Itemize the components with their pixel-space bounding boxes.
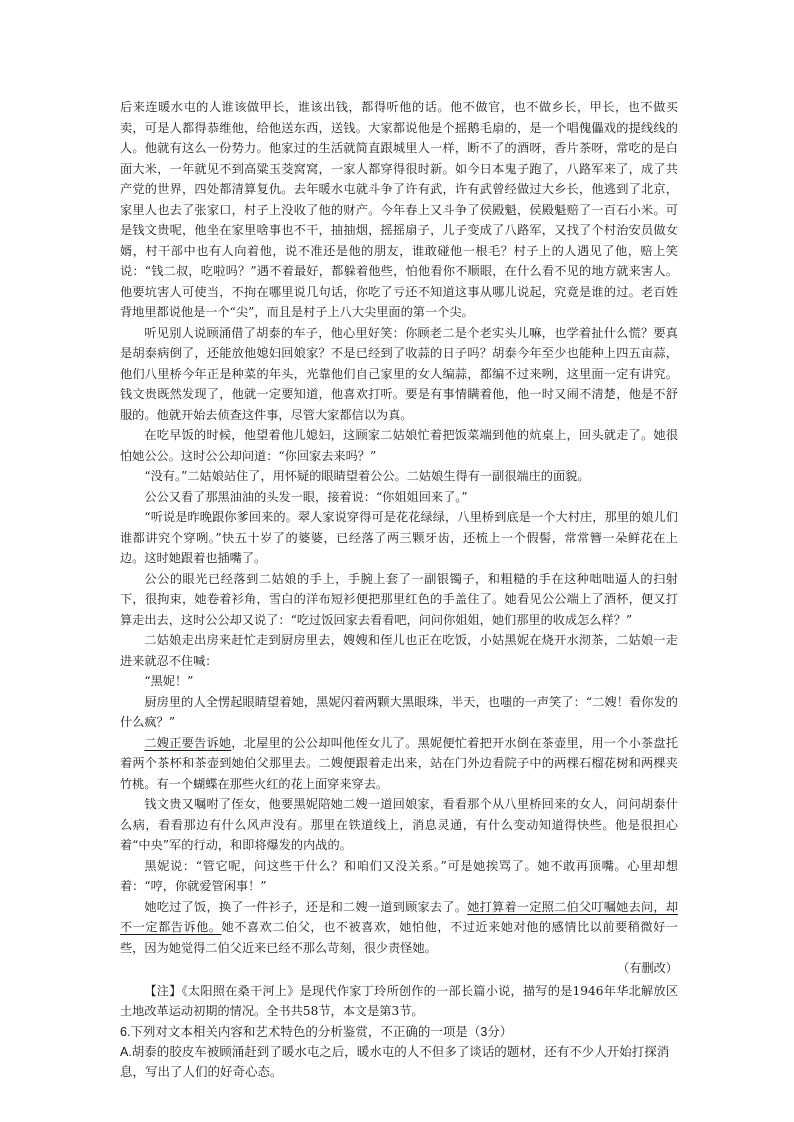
- paragraph: [120, 733, 678, 795]
- underlined-sentence: 她打算着一定照二伯父叮嘱她去问，却不一定都告诉他。: [120, 899, 679, 934]
- paragraph: 公公的眼光已经落到二姑娘的手上，手腕上套了一副银镯子，和粗糙的手在这种咄咄逼人的扫射下，很拘束，她卷着衫角，雪白的洋布短衫便把那里红色的手盖住了。她看见公公端上了酒杯，便又打算走出去，这时公公却又说了：“吃过饭回家去看看吧，问问你姐姐，她们那里的收成怎么样？”: [120, 571, 678, 627]
- paragraph: 在吃早饭的时候，他望着他儿媳妇，这顾家二姑娘忙着把饭菜端到他的炕桌上，回头就走了。她很怕她公公。这时公公却问道：“你回家去来吗？”: [120, 428, 678, 463]
- paragraph: 厨房里的人全愣起眼睛望着她，黑妮闪着两颗大黑眼珠，半天，也嗤的一声笑了：“二嫂！看你发的什么疯？”: [120, 694, 678, 729]
- paragraph: 听见别人说顾涌借了胡泰的车子，他心里好笑：你顾老二是个老实头儿嘛，也学着扯什么慌？要真是胡泰病倒了，还能放他媳妇回娘家？不是已经到了收蒜的日子吗？胡泰今年至少也能种上四五亩蒜，他们八里桥今年正是种菜的年头，光靠他们自己家里的女人编蒜，都编不过来咧，这里面一定有讲究。钱文贵既然发现了，他就一定要知道，他喜欢打听。要是有事情瞒着他，他一时又闹不清楚，他是不舒服的。他就开始去侦查这件事，尽管大家都信以为真。: [120, 325, 678, 422]
- annotation-label: 【注】: [144, 983, 182, 998]
- paragraph: “听说是昨晚跟你爹回来的。翠人家说穿得可是花花绿绿，八里桥到底是一个大村庄，那里的娘儿们谁都讲究个穿咧。”快五十岁了的婆婆，已经落了两三颗牙齿，还梳上一个假髻，常常簪一朵鲜花在上边。这时她跟着也插嘴了。: [120, 510, 678, 565]
- paragraph: 公公又看了那黑油油的头发一眼，接着说：“你姐姐回来了。”: [144, 489, 468, 504]
- paragraph: 二姑娘走出房来赶忙走到厨房里去，嫂嫂和侄儿也正在吃饭，小姑黑妮在烧开水沏茶，二姑娘一走进来就忍不住喊：: [120, 633, 678, 668]
- paragraph-text: 她不喜欢二伯父，也不被喜欢，她怕他，不过近来她对他的感情比以前要稍微好一些，因为她觉得二伯父近来已经不那么苛刻，很少责怪她。: [120, 920, 678, 955]
- paragraph: [120, 897, 678, 959]
- option-a: A.胡泰的胶皮车被顾涌赶到了暖水屯之后，暖水屯的人不但多了谈话的题材，还有不少人开始打探消息，写出了人们的好奇心态。: [120, 1044, 670, 1079]
- source-note: （有删改）: [617, 961, 678, 975]
- annotation: [120, 981, 678, 1022]
- underlined-sentence: 二嫂正要告诉她: [144, 735, 232, 750]
- paragraph-text: ，北屋里的公公却叫他侄女儿了。黑妮便忙着把开水倒在茶壶里，用一个小茶盘托着两个茶杯和茶壶到她伯父那里去。二嫂便跟着走出来，站在门外边看院子中的两棵石榴花树和两棵夹竹桃。有一个蝴蝶在那些火红的花上面穿来穿去。: [120, 735, 679, 791]
- paragraph: 后来连暖水屯的人谁该做甲长，谁该出钱，都得听他的话。他不做官，也不做乡长，甲长，也不做买卖，可是人都得恭维他，给他送东西，送钱。大家都说他是个摇鹅毛扇的，是一个唱傀儡戏的提线线的人。他就有这么一份势力。他家过的生活就简直跟城里人一样，断不了的酒呀，香片茶呀，常吃的是白面大米，一年就见不到高粱玉茭窝窝，一家人都穿得很时新。如今日本鬼子跑了，八路军来了，成了共产党的世界，四处都清算复仇。去年暖水屯就斗争了许有武，许有武曾经做过大乡长，他逃到了北京，家里人也去了张家口，村子上没收了他的财产。今年春上又斗争了侯殿魁，侯殿魁赔了一百石小米。可是钱文贵呢，他坐在家里啥事也不干，抽抽烟，摇摇扇子，儿子变成了八路军，又找了个村治安员做女婿，村干部中也有人向着他，说不准还是他的朋友，谁敢碰他一根毛？村子上的人遇见了他，赔上笑说：“钱二叔，吃啦吗？”遇不着最好，都躲着他些，怕他看你不顺眼，在什么看不见的地方就来害人。他要坑害人可使当，不拘在哪里说几句话，你吃了亏还不知道这事从哪儿说起，究竟是谁的过。老百姓背地里都说他是一个“尖”，而且是村子上八大尖里面的第一个尖。: [120, 100, 678, 319]
- question-stem: 6.下列对文本相关内容和艺术特色的分析鉴赏，不正确的一项是（3分）: [120, 1024, 513, 1039]
- paragraph: 钱文贵又嘱咐了侄女，他要黑妮陪她二嫂一道回娘家，看看那个从八里桥回来的女人，问问胡泰什么病，看看那边有什么风声没有。那里在铁道线上，消息灵通，有什么变动知道得快些。他是很担心着“中央”军的行动，和即将爆发的内战的。: [120, 797, 678, 852]
- paragraph-text: 她吃过了饭，换了一件衫子，还是和二嫂一道到顾家去了。: [144, 899, 468, 914]
- paragraph: “黑妮！”: [144, 674, 194, 688]
- passage-body: [120, 97, 678, 1082]
- annotation-text: 《太阳照在桑干河上》是现代作家丁玲所创作的一部长篇小说，描写的是1946年华北解放区土地改革运动初期的情况。全书共58节，本文是第3节。: [120, 983, 679, 1018]
- paragraph: 黑妮说：“管它呢，问这些干什么？和咱们又没关系。”可是她挨骂了。她不敢再顶嘴。心里却想着：“哼，你就爱管闲事！”: [120, 858, 678, 893]
- paragraph: “没有。”二姑娘站住了，用怀疑的眼睛望着公公。二姑娘生得有一副很端庄的面貌。: [144, 469, 590, 483]
